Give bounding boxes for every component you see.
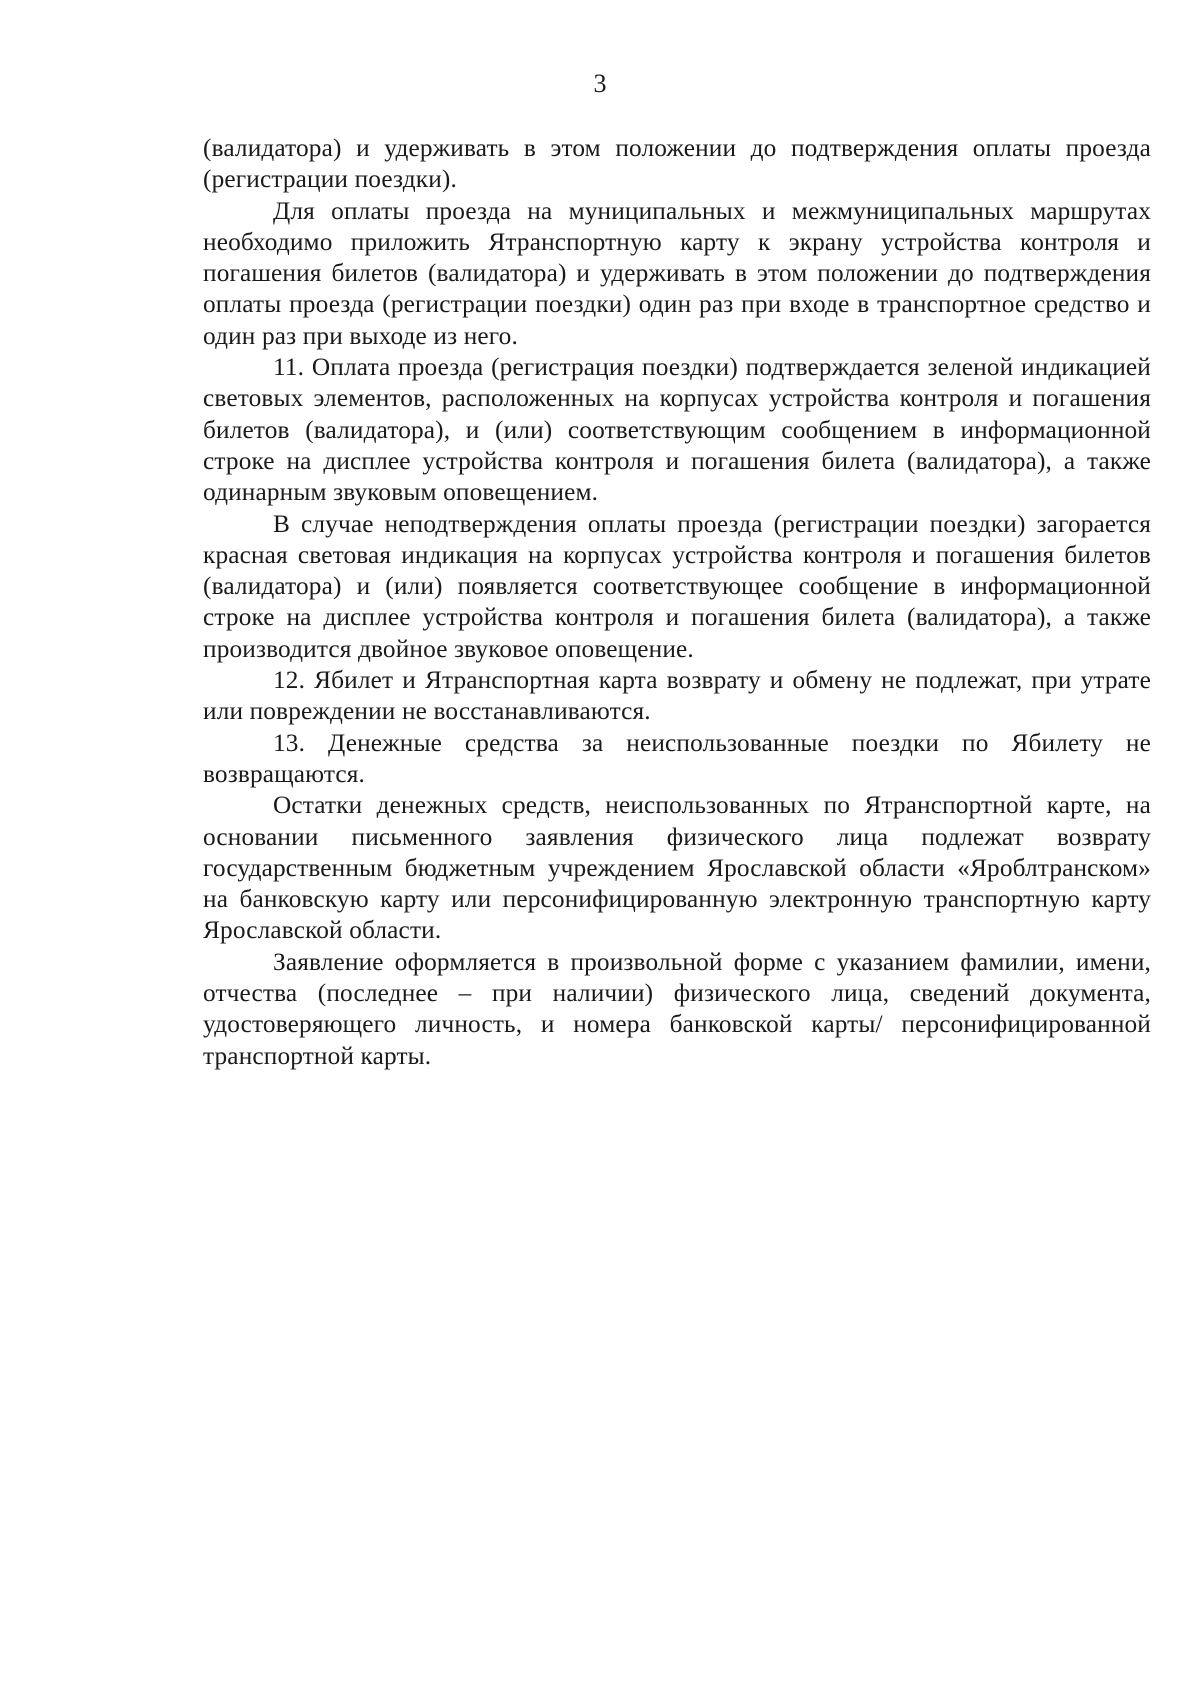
paragraph-refund-balance: Остатки денежных средств, неиспользованных по Ятранспортной карте, на основании письменного заявления физического лица подлежат возврату государственным бюджетным учреждением Ярославской области «Яроблтранском» на банковскую карту или персонифицированную электронную транспортную карту Ярославской области. <box>203 791 1151 945</box>
document-body <box>203 133 1151 1072</box>
paragraph-continuation: (валидатора) и удерживать в этом положении до подтверждения оплаты проезда (регистрации поездки). <box>203 134 1151 194</box>
paragraph-item-12: 12. Ябилет и Ятранспортная карта возврату и обмену не подлежат, при утрате или повреждении не восстанавливаются. <box>203 666 1151 726</box>
page-number: 3 <box>593 69 607 98</box>
paragraph-application-form: Заявление оформляется в произвольной форме с указанием фамилии, имени, отчества (последнее – при наличии) физического лица, сведений документа, удостоверяющего личность, и номера банковской карты/ персонифицированной транспортной карты. <box>203 947 1151 1070</box>
paragraph-payment-procedure: Для оплаты проезда на муниципальных и межмуниципальных маршрутах необходимо приложить Ятранспортную карту к экрану устройства контроля и погашения билетов (валидатора) и удерживать в этом положении до подтверждения оплаты проезда (регистрации поездки) один раз при входе в транспортное средство и один раз при выходе из него. <box>203 196 1151 350</box>
paragraph-item-11: 11. Оплата проезда (регистрация поездки) подтверждается зеленой индикацией световых элементов, расположенных на корпусах устройства контроля и погашения билетов (валидатора), и (или) соответствующим сообщением в информационной строке на дисплее устройства контроля и погашения билета (валидатора), а также одинарным звуковым оповещением. <box>203 353 1151 507</box>
paragraph-item-13: 13. Денежные средства за неиспользованные поездки по Ябилету не возвращаются. <box>203 728 1151 788</box>
paragraph-non-confirmation: В случае неподтверждения оплаты проезда (регистрации поездки) загорается красная световая индикация на корпусах устройства контроля и погашения билетов (валидатора) и (или) появляется соответствующее сообщение в информационной строке на дисплее устройства контроля и погашения билета (валидатора), а также производится двойное звуковое оповещение. <box>203 509 1151 663</box>
